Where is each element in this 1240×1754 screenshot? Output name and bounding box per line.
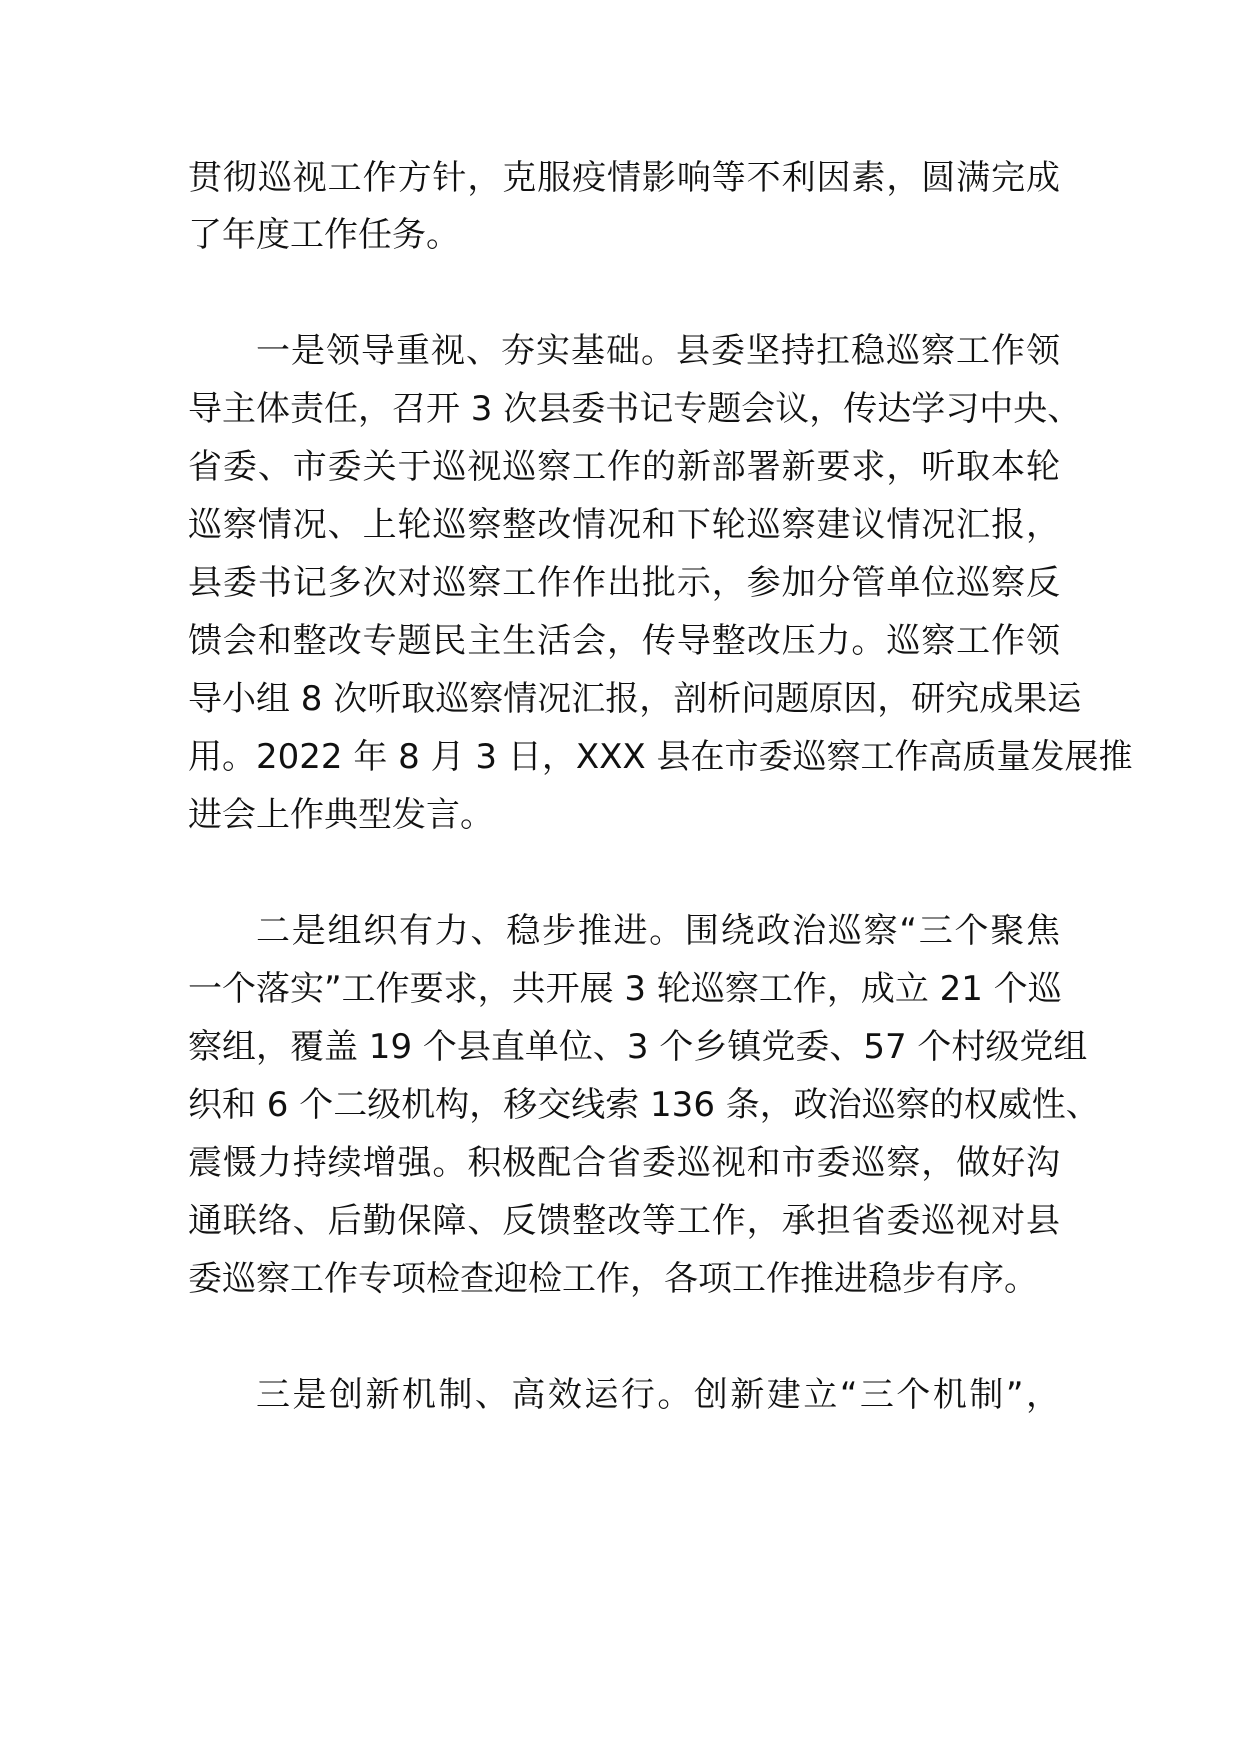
text-line: 进会上作典型发言。 [188, 795, 494, 835]
text-line: 贯彻巡视工作方针，克服疫情影响等不利因素，圆满完成 [188, 158, 1060, 198]
text-line: 三是创新机制、高效运行。创新建立“三个机制”， [256, 1375, 1060, 1415]
text-line: 省委、市委关于巡视巡察工作的新部署新要求，听取本轮 [188, 447, 1060, 487]
text-line: 了年度工作任务。 [188, 215, 460, 255]
text-line: 县委书记多次对巡察工作作出批示，参加分管单位巡察反 [188, 563, 1060, 603]
text-line: 察组，覆盖 19 个县直单位、3 个乡镇党委、57 个村级党组 [188, 1027, 1088, 1067]
text-line: 一是领导重视、夯实基础。县委坚持扛稳巡察工作领 [256, 331, 1060, 371]
text-line: 通联络、后勤保障、反馈整改等工作，承担省委巡视对县 [188, 1201, 1060, 1241]
text-line: 用。2022 年 8 月 3 日，XXX 县在市委巡察工作高质量发展推 [188, 737, 1133, 777]
text-line: 巡察情况、上轮巡察整改情况和下轮巡察建议情况汇报， [188, 505, 1060, 545]
text-line: 导小组 8 次听取巡察情况汇报，剖析问题原因，研究成果运 [188, 679, 1082, 719]
text-line: 震慑力持续增强。积极配合省委巡视和市委巡察，做好沟 [188, 1143, 1060, 1183]
text-line: 委巡察工作专项检查迎检工作，各项工作推进稳步有序。 [188, 1259, 1038, 1299]
text-line: 二是组织有力、稳步推进。围绕政治巡察“三个聚焦 [256, 911, 1060, 951]
text-line: 馈会和整改专题民主生活会，传导整改压力。巡察工作领 [188, 621, 1060, 661]
text-line: 一个落实”工作要求，共开展 3 轮巡察工作，成立 21 个巡 [188, 969, 1062, 1009]
text-line: 织和 6 个二级机构，移交线索 136 条，政治巡察的权威性、 [188, 1085, 1100, 1125]
text-line: 导主体责任，召开 3 次县委书记专题会议，传达学习中央、 [188, 389, 1082, 429]
